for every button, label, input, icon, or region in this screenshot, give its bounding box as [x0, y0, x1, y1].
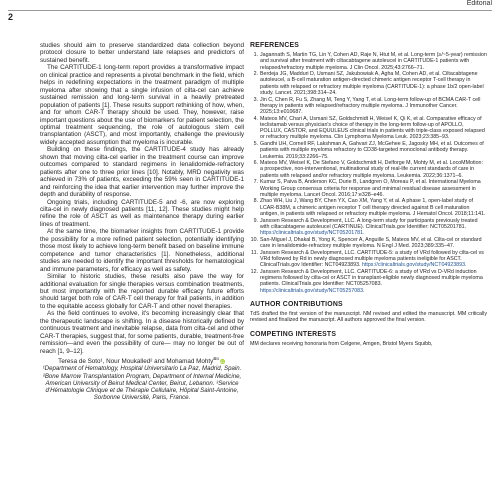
- section-label: Editorial: [466, 0, 492, 7]
- mail-icon: ⊠: [213, 355, 217, 361]
- reference-item: [250, 198, 487, 217]
- reference-list: [250, 52, 487, 294]
- page-number: 2: [8, 12, 14, 22]
- body-paragraph: studies should aim to preserve standardized data collection beyond protocol closure to better understand late relapses and predictors of sustained benefit.: [40, 42, 244, 64]
- reference-text: Berdeja JG, Madduri D, Usmani SZ, Jakubowiak A, Agha M, Cohen AD, et al. Ciltacabtagene autoleucel, a B-cell maturation antigen-directed chimeric antigen receptor T-cell therapy in patients with relapsed or refractory multiple myeloma (CARTITUDE-1): a phase 1b/2 open-label study. Lancet. 2021;398:314–24.: [260, 71, 484, 96]
- reference-number: 8.: [253, 198, 258, 205]
- reference-text: Zhao WH, Liu J, Wang BY, Chen YX, Cao XM, Yang Y, et al. A phase 1, open-label study of LCAR-B38M, a chimeric antigen receptor T cell therapy directed against B cell maturation antigen, in patients with relapsed or refractory multiple myeloma. J Hematol Oncol. 2018;11:141.: [260, 198, 486, 217]
- reference-item: [250, 269, 487, 294]
- reference-item: [250, 71, 487, 96]
- reference-number: 3.: [253, 96, 258, 103]
- body-paragraph: As the field continues to evolve, it's becoming increasingly clear that the therapeutic landscape is shifting. In a disease historically defined by continuous treatment and inevitable relapse, data from cilta-cel and other CAR-T therapies, suggest that, for some patients, durable, treatment-free remission—and even the possibility of cure— may no longer be out of reach [1, 9–12].: [40, 310, 244, 355]
- page-header: [0, 0, 500, 26]
- reference-number: 11.: [251, 249, 258, 256]
- corresponding-author-mark: [213, 355, 219, 365]
- reference-link[interactable]: https://clinicaltrials.gov/study/NCT04923893.: [361, 262, 467, 269]
- references-heading: REFERENCES: [250, 42, 300, 49]
- reference-item: [250, 179, 487, 198]
- reference-item: [250, 218, 487, 237]
- reference-number: 5.: [253, 141, 258, 148]
- orcid-icon[interactable]: iD: [220, 358, 225, 364]
- body-paragraph: Building on these findings, the CARTITUDE-4 study has already shown that moving cilta-cel earlier in the treatment course can improve outcomes compared to standard regimens in lenalidomide-refractory patients after one to three prior lines [10]. Notably, MRD negativity was achieved in 73% of patients, exceeding the 59% seen in CARTITUDE-1 and reinforcing the idea that earlier intervention may further improve the depth and durability of response.: [40, 146, 244, 199]
- reference-text: Mateos MV, Weisel K, De Stefano V, Goldschmidt H, Delforge M, Mohty M, et al. LocoMMotion: a prospective, non-interventional, multinational study of real-life current standards of care in patients with relapsed and/or refractory multiple myeloma. Leukemia. 2022;36:1371–6.: [260, 160, 483, 179]
- header-rule: [8, 10, 492, 11]
- references-column: [250, 42, 487, 481]
- reference-text: Janssen Research & Development, LLC. CARTITUDE-6: a study of VRd vs D-VRd induction regimens followed by cilta-cel or ASCT in transplant-eligible newly diagnosed multiple myeloma patients. ClinicalTrials.gov Identifier: NCT05257083.: [260, 268, 483, 288]
- reference-number: 10.: [250, 236, 258, 243]
- reference-item: [250, 237, 487, 250]
- body-paragraph: Similar to historic studies, these results also pave the way for additional evaluation for single therapies versus combination treatments, but most importantly with the reported durable efficacy future efforts should target both role of CAR-T cell therapy for frail patients, in addition to the equitable access globally for CAR-T and other novel therapies.: [40, 273, 244, 310]
- reference-text: Gandhi UH, Cornell RF, Lakshman A, Gahvari ZJ, McGehee E, Jagosky MH, et al. Outcomes of patients with multiple myeloma refractory to CD38-targeted monoclonal antibody therapy. Leukemia. 2019;33:2266–75.: [260, 141, 484, 160]
- reference-text: Jagannath S, Martin TG, Lin Y, Cohen AD, Raje N, Htut M, et al. Long-term (≥/~5-year) remission and survival after treatment with ciltacabtagene autoleucel in CARTITUDE-1 patients with relapsed/refractory multiple myeloma. J Clin Oncol. 2025;43:2766–71.: [260, 52, 487, 71]
- competing-interests-heading: COMPETING INTERESTS: [250, 331, 337, 339]
- reference-text: San-Miguel J, Dhakal B, Yong K, Spencer A, Anguille S, Mateos MV, et al. Cilta-cel or standard care in lenalidomide-refractory multiple myeloma. N Engl J Med. 2023;389:335–47.: [260, 236, 482, 250]
- competing-interests-text: MM declares receiving honoraria from Celgene, Amgen, Bristol Myers Squibb,: [250, 341, 433, 348]
- body-paragraph: At the same time, the biomarker insights from CARTITUDE-1 provide the possibility for a more refined patient selection, potentially identifying those most likely to achieve long-term benefit based on baseline immune competence and tumor characteristics [1]. Nonetheless, additional studies are needed to identify the important thresholds for hematological and immune parameters, for efficacy as well as safety.: [40, 228, 244, 273]
- reference-item: [250, 160, 487, 179]
- author-contributions-heading: AUTHOR CONTRIBUTIONS: [250, 300, 343, 308]
- reference-item: [250, 97, 487, 116]
- author-names: Teresa de Soto¹, Nour Moukalled² and Mohamad Mohty: [58, 358, 214, 366]
- reference-item: [250, 52, 487, 71]
- author-contributions: [250, 301, 487, 324]
- author-line: [40, 355, 244, 366]
- reference-item: [250, 141, 487, 160]
- reference-text: Mateos MV, Chari A, Usmani SZ, Goldschmidt H, Weisel K, Qi K, et al. Comparative efficacy of teclistamab versus physician's choice of therapy in the long-term follow-up of APOLLO, POLLUX, CASTOR, and EQUULEUS clinical trials in patients with triple-class exposed relapsed or refractory multiple myeloma. Clin Lymphoma Myeloma Leuk. 2023;23:385–93.: [260, 115, 485, 141]
- reference-number: 1.: [253, 52, 258, 58]
- affiliations: ¹Department of Hematology, Hospital Universitario La Paz, Madrid, Spain. ²Bone Marrow Transplantation Program, Department of Internal Medicine, American University of Beirut Medical Center, Beirut, Lebanon. ³Service d'Hématologie Clinique et de Thérapie Cellulaire, Hôpital Saint-Antoine, Sorbonne Université, Paris, France.: [42, 365, 242, 402]
- reference-item: [250, 116, 487, 141]
- reference-number: 4.: [253, 115, 258, 122]
- body-paragraph: Ongoing trials, including CARTITUDE-5 and -6, are now exploring cilta-cel in newly diagnosed patients [11, 12]. These studies might help refine the role of ASCT as well as maintenance therapy during earlier lines of treatment.: [40, 198, 244, 228]
- author-contributions-text: TdS drafted the first version of the manuscript. NM revised and edited the manuscript. MM critically revised and finalized the manuscript. All authors approved the final version.: [250, 310, 487, 324]
- reference-text: Janssen Research & Development, LLC. A long-term study for participants previously treated with ciltacabtagene autoleucel (CARTINUE). ClinicalTrials.gov Identifier: NCT05201781.: [260, 217, 478, 230]
- reference-number: 6.: [253, 160, 258, 167]
- body-paragraphs: [40, 42, 244, 355]
- reference-number: 12.: [250, 268, 258, 275]
- reference-number: 7.: [253, 179, 258, 186]
- reference-item: [250, 250, 487, 269]
- body-column: [40, 42, 244, 481]
- author-affiliation-mark: 3: [216, 355, 219, 361]
- body-paragraph: The CARTITUDE-1 long-term report provides a transformative impact on clinical practice and represents a pivotal benchmark in the field, which helps in redefining expectations in the treatment paradigm of multiple myeloma after showing that a single infusion of cilta-cel can achieve sustained remission and long-term survival in a heavily pretreated population of patients [1]. These results support rethinking of how, when, and for whom CAR-T therapy should be used. They, however, raise important questions about the use of biomarkers for patient selection, the optimal treatment sequencing, the role of autologous stem cell transplantation (ASCT), and most importantly, challenge the previously widely accepted assumption that myeloma is incurable.: [40, 64, 244, 146]
- reference-text: Jin C, Chen R, Fu S, Zhang M, Teng Y, Yang T, et al. Long-term follow-up of BCMA CAR-T cell therapy in patients with relapsed/refractory multiple myeloma. J Immunother Cancer. 2025;13:e010687.: [260, 96, 481, 116]
- reference-text: Kumar S, Paiva B, Anderson KC, Durie B, Landgren O, Moreau P, et al. International Myeloma Working Group consensus criteria for response and minimal residual disease assessment in multiple myeloma. Lancet Oncol. 2016;17:e328–e46.: [260, 179, 481, 198]
- reference-text: Janssen Research & Development, LLC. CARTITUDE-5: a study of VRd followed by cilta-cel vs VRd followed by Rd in newly diagnosed multiple myeloma patients ineligible for ASCT. ClinicalTrials.gov Identifier: NCT04923893.: [260, 249, 484, 269]
- competing-interests: [250, 331, 487, 347]
- reference-number: 2.: [253, 71, 258, 78]
- reference-link[interactable]: https://clinicaltrials.gov/study/NCT05257083.: [260, 287, 365, 294]
- reference-number: 9.: [253, 217, 258, 224]
- reference-link[interactable]: https://clinicaltrials.gov/study/NCT05201781.: [260, 230, 365, 237]
